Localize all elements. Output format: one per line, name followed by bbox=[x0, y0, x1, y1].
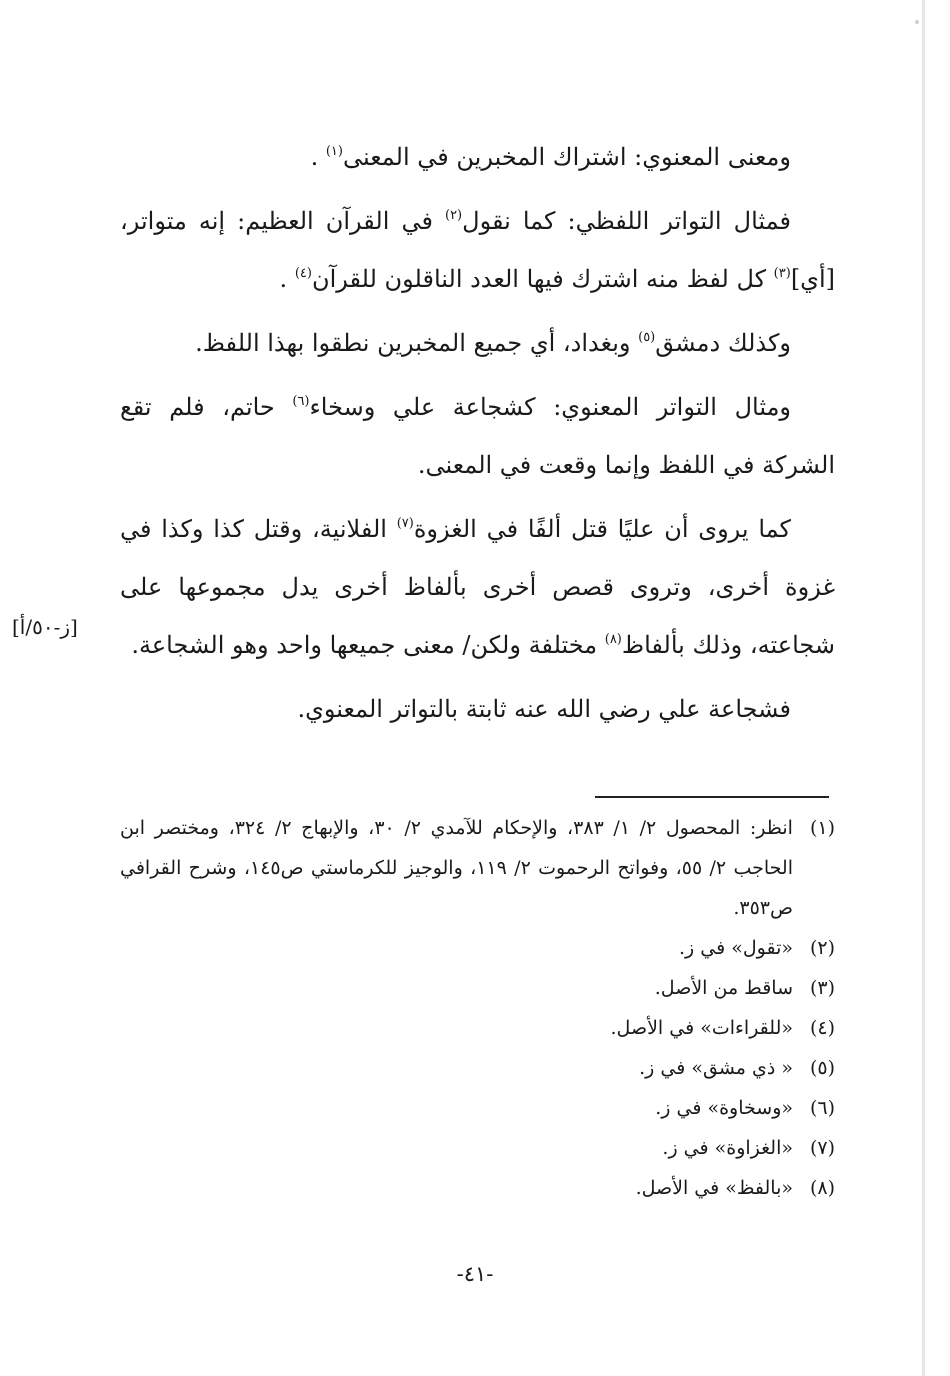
footnote-number: (٧) bbox=[809, 1137, 835, 1159]
footnote-text: ساقط من الأصل. bbox=[654, 977, 793, 999]
footnote-ref-2[interactable]: (٢) bbox=[444, 208, 463, 223]
paragraph-4: ومثال التواتر المعنوي: كشجاعة علي وسخاء$^{(٦)}$ حاتم، فلم تقع الشركة في اللفظ وإنما وقعت في المعنى. bbox=[120, 393, 835, 479]
paragraph-3: وكذلك دمشق$^{(٥)}$ وبغداد، أي جميع المخبرين نطقوا بهذا اللفظ. bbox=[195, 329, 791, 357]
footnote-text: انظر: المحصول ٢/ ١/ ٣٨٣، والإحكام للآمدي ٢/ ٣٠، والإبهاج ٢/ ٣٢٤، ومختصر ابن الحاجب ٢/ ٥٥، وفواتح الرحموت ٢/ ١١٩، والوجيز للكرماستي ص١٤٥، وشرح القرافي ص٣٥٣. bbox=[120, 817, 793, 919]
footnote-2 bbox=[120, 928, 835, 968]
footnote-number: (١) bbox=[809, 817, 835, 839]
footnote-text: «للقراءات» في الأصل. bbox=[610, 1017, 793, 1039]
footnote-ref-6[interactable]: (٦) bbox=[292, 394, 310, 409]
footnote-ref-7[interactable]: (٧) bbox=[396, 516, 414, 531]
footnote-number: (٥) bbox=[809, 1057, 835, 1079]
page-number: -٤١- bbox=[456, 1262, 494, 1286]
footnote-text: «الغزاوة» في ز. bbox=[662, 1137, 793, 1159]
footnote-1 bbox=[120, 808, 835, 928]
footnote-4 bbox=[120, 1008, 835, 1048]
footnote-ref-3[interactable]: (٣) bbox=[773, 266, 791, 281]
footnote-ref-5[interactable]: (٥) bbox=[638, 330, 656, 345]
paragraph-2: فمثال التواتر اللفظي: كما نقول$^{(٢)}$ في القرآن العظيم: إنه متواتر، [أي]$^{(٣)}$ كل لفظ منه اشترك فيها العدد الناقلون للقرآن$^{(٤)}$ . bbox=[120, 207, 835, 293]
footnote-text: «وسخاوة» في ز. bbox=[655, 1097, 793, 1119]
footnote-6 bbox=[120, 1088, 835, 1128]
footnote-number: (٨) bbox=[809, 1177, 835, 1199]
footnotes-list bbox=[120, 808, 835, 1208]
footnote-7 bbox=[120, 1128, 835, 1168]
manuscript-folio-note: [ز-٥٠/أ] bbox=[12, 615, 78, 639]
paragraph-1: ومعنى المعنوي: اشتراك المخبرين في المعنى$^{(١)}$ . bbox=[310, 143, 791, 171]
footnote-text: «تقول» في ز. bbox=[679, 937, 793, 959]
footnote-number: (٦) bbox=[809, 1097, 835, 1119]
footnote-5 bbox=[120, 1048, 835, 1088]
footnote-ref-1[interactable]: (١) bbox=[325, 144, 343, 159]
main-text bbox=[120, 128, 835, 744]
paragraph-5: كما يروى أن عليًا قتل ألفًا في الغزوة$^{(٧)}$ الفلانية، وقتل كذا وكذا في غزوة أخرى، وتروى قصص أخرى بألفاظ أخرى يدل مجموعها على شجاعته، وذلك بألفاظ$^{(٨)}$ مختلفة ولكن/ معنى جميعها واحد وهو الشجاعة. bbox=[120, 515, 835, 659]
footnote-number: (٤) bbox=[809, 1017, 835, 1039]
footnote-number: (٢) bbox=[809, 937, 835, 959]
footnote-separator bbox=[595, 796, 829, 798]
footnote-text: «بالفظ» في الأصل. bbox=[635, 1177, 793, 1199]
footnote-number: (٣) bbox=[809, 977, 835, 999]
scan-edge-shadow bbox=[922, 0, 925, 1376]
paragraph-6: فشجاعة علي رضي الله عنه ثابتة بالتواتر المعنوي. bbox=[297, 695, 791, 723]
footnote-ref-8[interactable]: (٨) bbox=[604, 632, 622, 647]
footnote-ref-4[interactable]: (٤) bbox=[294, 266, 312, 281]
scan-speck bbox=[915, 20, 919, 24]
footnote-3 bbox=[120, 968, 835, 1008]
footnote-text: « ذي مشق» في ز. bbox=[639, 1057, 793, 1079]
footnote-8 bbox=[120, 1168, 835, 1208]
